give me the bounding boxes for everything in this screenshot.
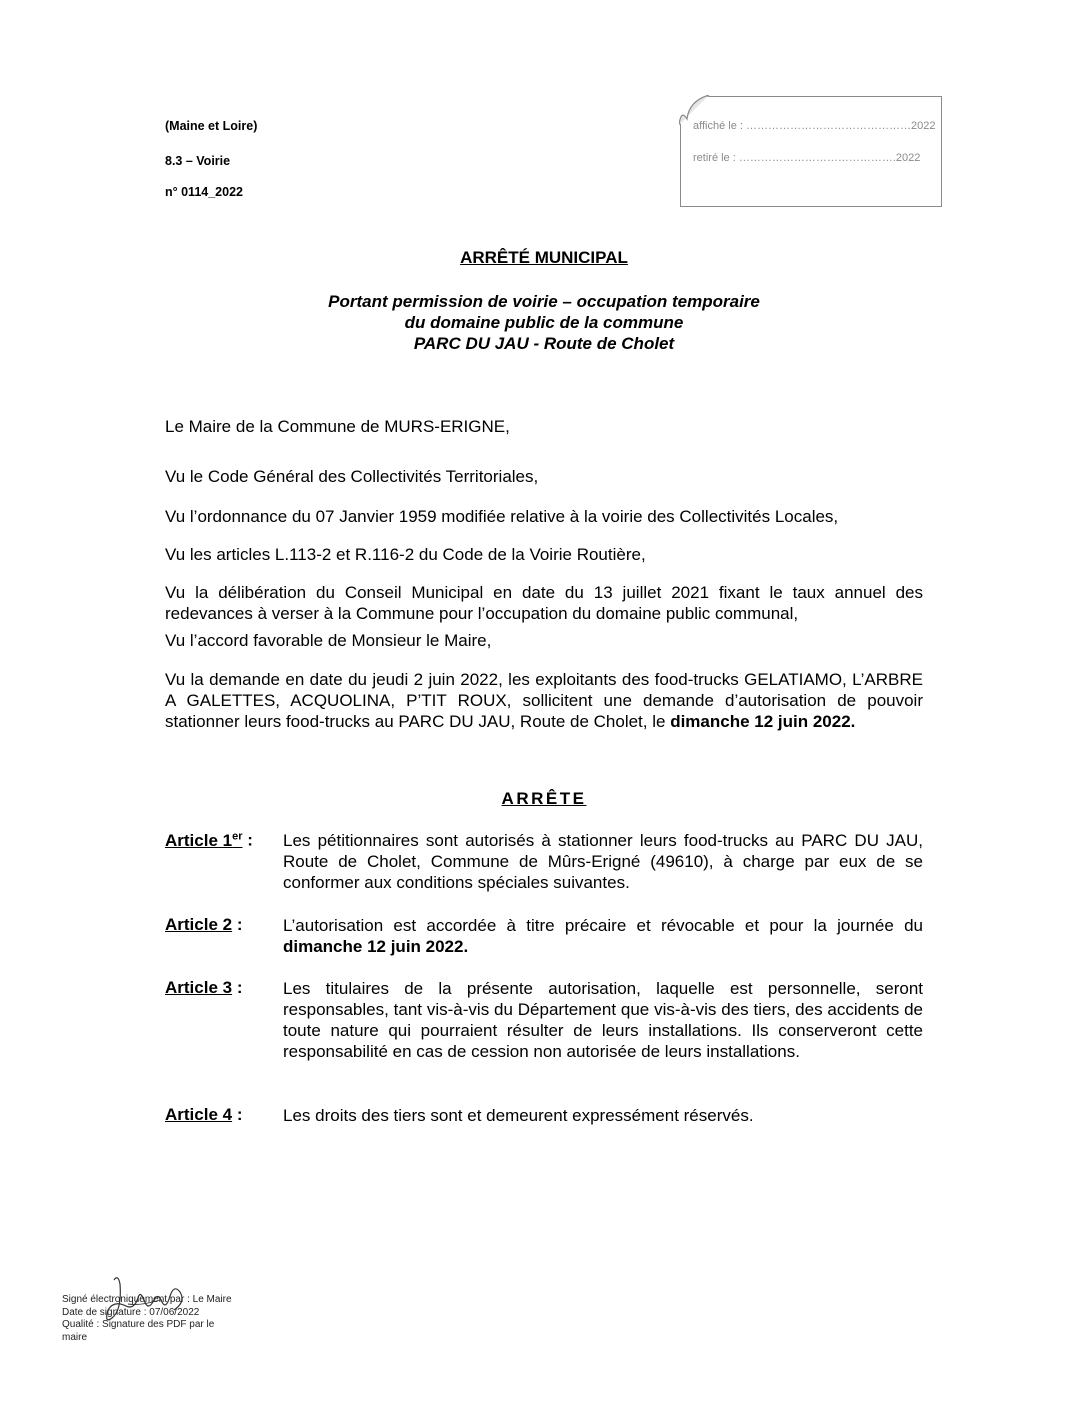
article-2-label-text: Article 2 [165, 915, 233, 934]
article-4-colon: : [232, 1105, 243, 1124]
article-3-colon: : [232, 978, 243, 997]
article-1-colon: : [242, 830, 253, 850]
article-1-label [165, 830, 280, 851]
article-3-label [165, 978, 280, 998]
subtitle-line-3: PARC DU JAU - Route de Cholet [413, 334, 675, 353]
document-title: ARRÊTÉ MUNICIPAL [460, 248, 628, 267]
vu-paragraph-5: Vu l’accord favorable de Monsieur le Maire, [165, 631, 492, 650]
document-subtitle [0, 291, 1088, 354]
article-4-label-text: Article 4 [165, 1105, 233, 1124]
article-2-date: dimanche 12 juin 2022. [283, 937, 469, 956]
vu-paragraph-1: Vu le Code Général des Collectivités Territoriales, [165, 467, 539, 486]
electronic-signature-block [62, 1294, 242, 1344]
vu-paragraph-3: Vu les articles L.113-2 et R.116-2 du Code de la Voirie Routière, [165, 545, 646, 564]
stamp-retire-line: retiré le : …………………………………….2022 [693, 152, 921, 164]
department-label: (Maine et Loire) [165, 119, 258, 133]
signature-signed-by: Signé électroniquement par : Le Maire [62, 1294, 232, 1305]
vu-paragraph-2: Vu l’ordonnance du 07 Janvier 1959 modifiée relative à la voirie des Collectivités Locales, [165, 507, 839, 526]
vu-paragraph-6-date: dimanche 12 juin 2022. [670, 712, 856, 731]
article-1-text-body: Les pétitionnaires sont autorisés à stationner leurs food-trucks au PARC DU JAU, Route de Cholet, Commune de Mûrs-Erigné (49610), à charge par eux de se conformer aux conditions spéciales suivantes. [283, 831, 923, 892]
article-3-text [283, 978, 923, 1062]
order-number: n° 0114_2022 [165, 185, 243, 199]
article-2-colon: : [232, 915, 243, 934]
mayor-line: Le Maire de la Commune de MURS-ERIGNE, [165, 417, 510, 436]
vu-paragraph-6 [165, 669, 923, 732]
article-1-label-text: Article 1 [165, 830, 233, 850]
arrete-heading: ARRÊTE [501, 789, 587, 808]
article-2-text-body: L’autorisation est accordée à titre précaire et révocable et pour la journée du [283, 916, 923, 935]
subtitle-line-2: du domaine public de la commune [404, 313, 684, 332]
article-4-text-body: Les droits des tiers sont et demeurent expressément réservés. [283, 1106, 754, 1125]
article-4-label [165, 1105, 280, 1125]
vu-paragraph-6-text: Vu la demande en date du jeudi 2 juin 2022, les exploitants des food-trucks GELATIAMO, L’ARBRE A GALETTES, ACQUOLINA, P’TIT ROUX, sollicitent une demande d’autorisation de pouvoir stationner leurs food-trucks au PARC DU JAU, Route de Cholet, le [165, 670, 923, 731]
vu-paragraph-4: Vu la délibération du Conseil Municipal en date du 13 juillet 2021 fixant le taux annuel des redevances à verser à la Commune pour l’occupation du domaine public communal, [165, 583, 923, 623]
article-1-sup: er [232, 830, 243, 842]
subtitle-line-1: Portant permission de voirie – occupation temporaire [328, 292, 760, 311]
article-2-label [165, 915, 280, 935]
stamp-affiche-line: affiché le : ………………………………………2022 [693, 120, 936, 132]
article-3-text-body: Les titulaires de la présente autorisation, laquelle est personnelle, seront responsables, tant vis-à-vis du Département que vis-à-vis des tiers, des accidents de toute nature qui pourraient résulter de leurs installations. Ils conserveront cette responsabilité en cas de cession non autorisée de leurs installations. [283, 979, 923, 1061]
article-3-label-text: Article 3 [165, 978, 233, 997]
category-label: 8.3 – Voirie [165, 154, 231, 168]
posting-stamp-box [680, 96, 942, 207]
article-2-text [283, 915, 923, 957]
article-1-text [283, 830, 923, 893]
signature-date: Date de signature : 07/06/2022 [62, 1306, 200, 1318]
article-4-text [283, 1105, 923, 1126]
signature-quality: Qualité : Signature des PDF par le maire [62, 1319, 215, 1343]
